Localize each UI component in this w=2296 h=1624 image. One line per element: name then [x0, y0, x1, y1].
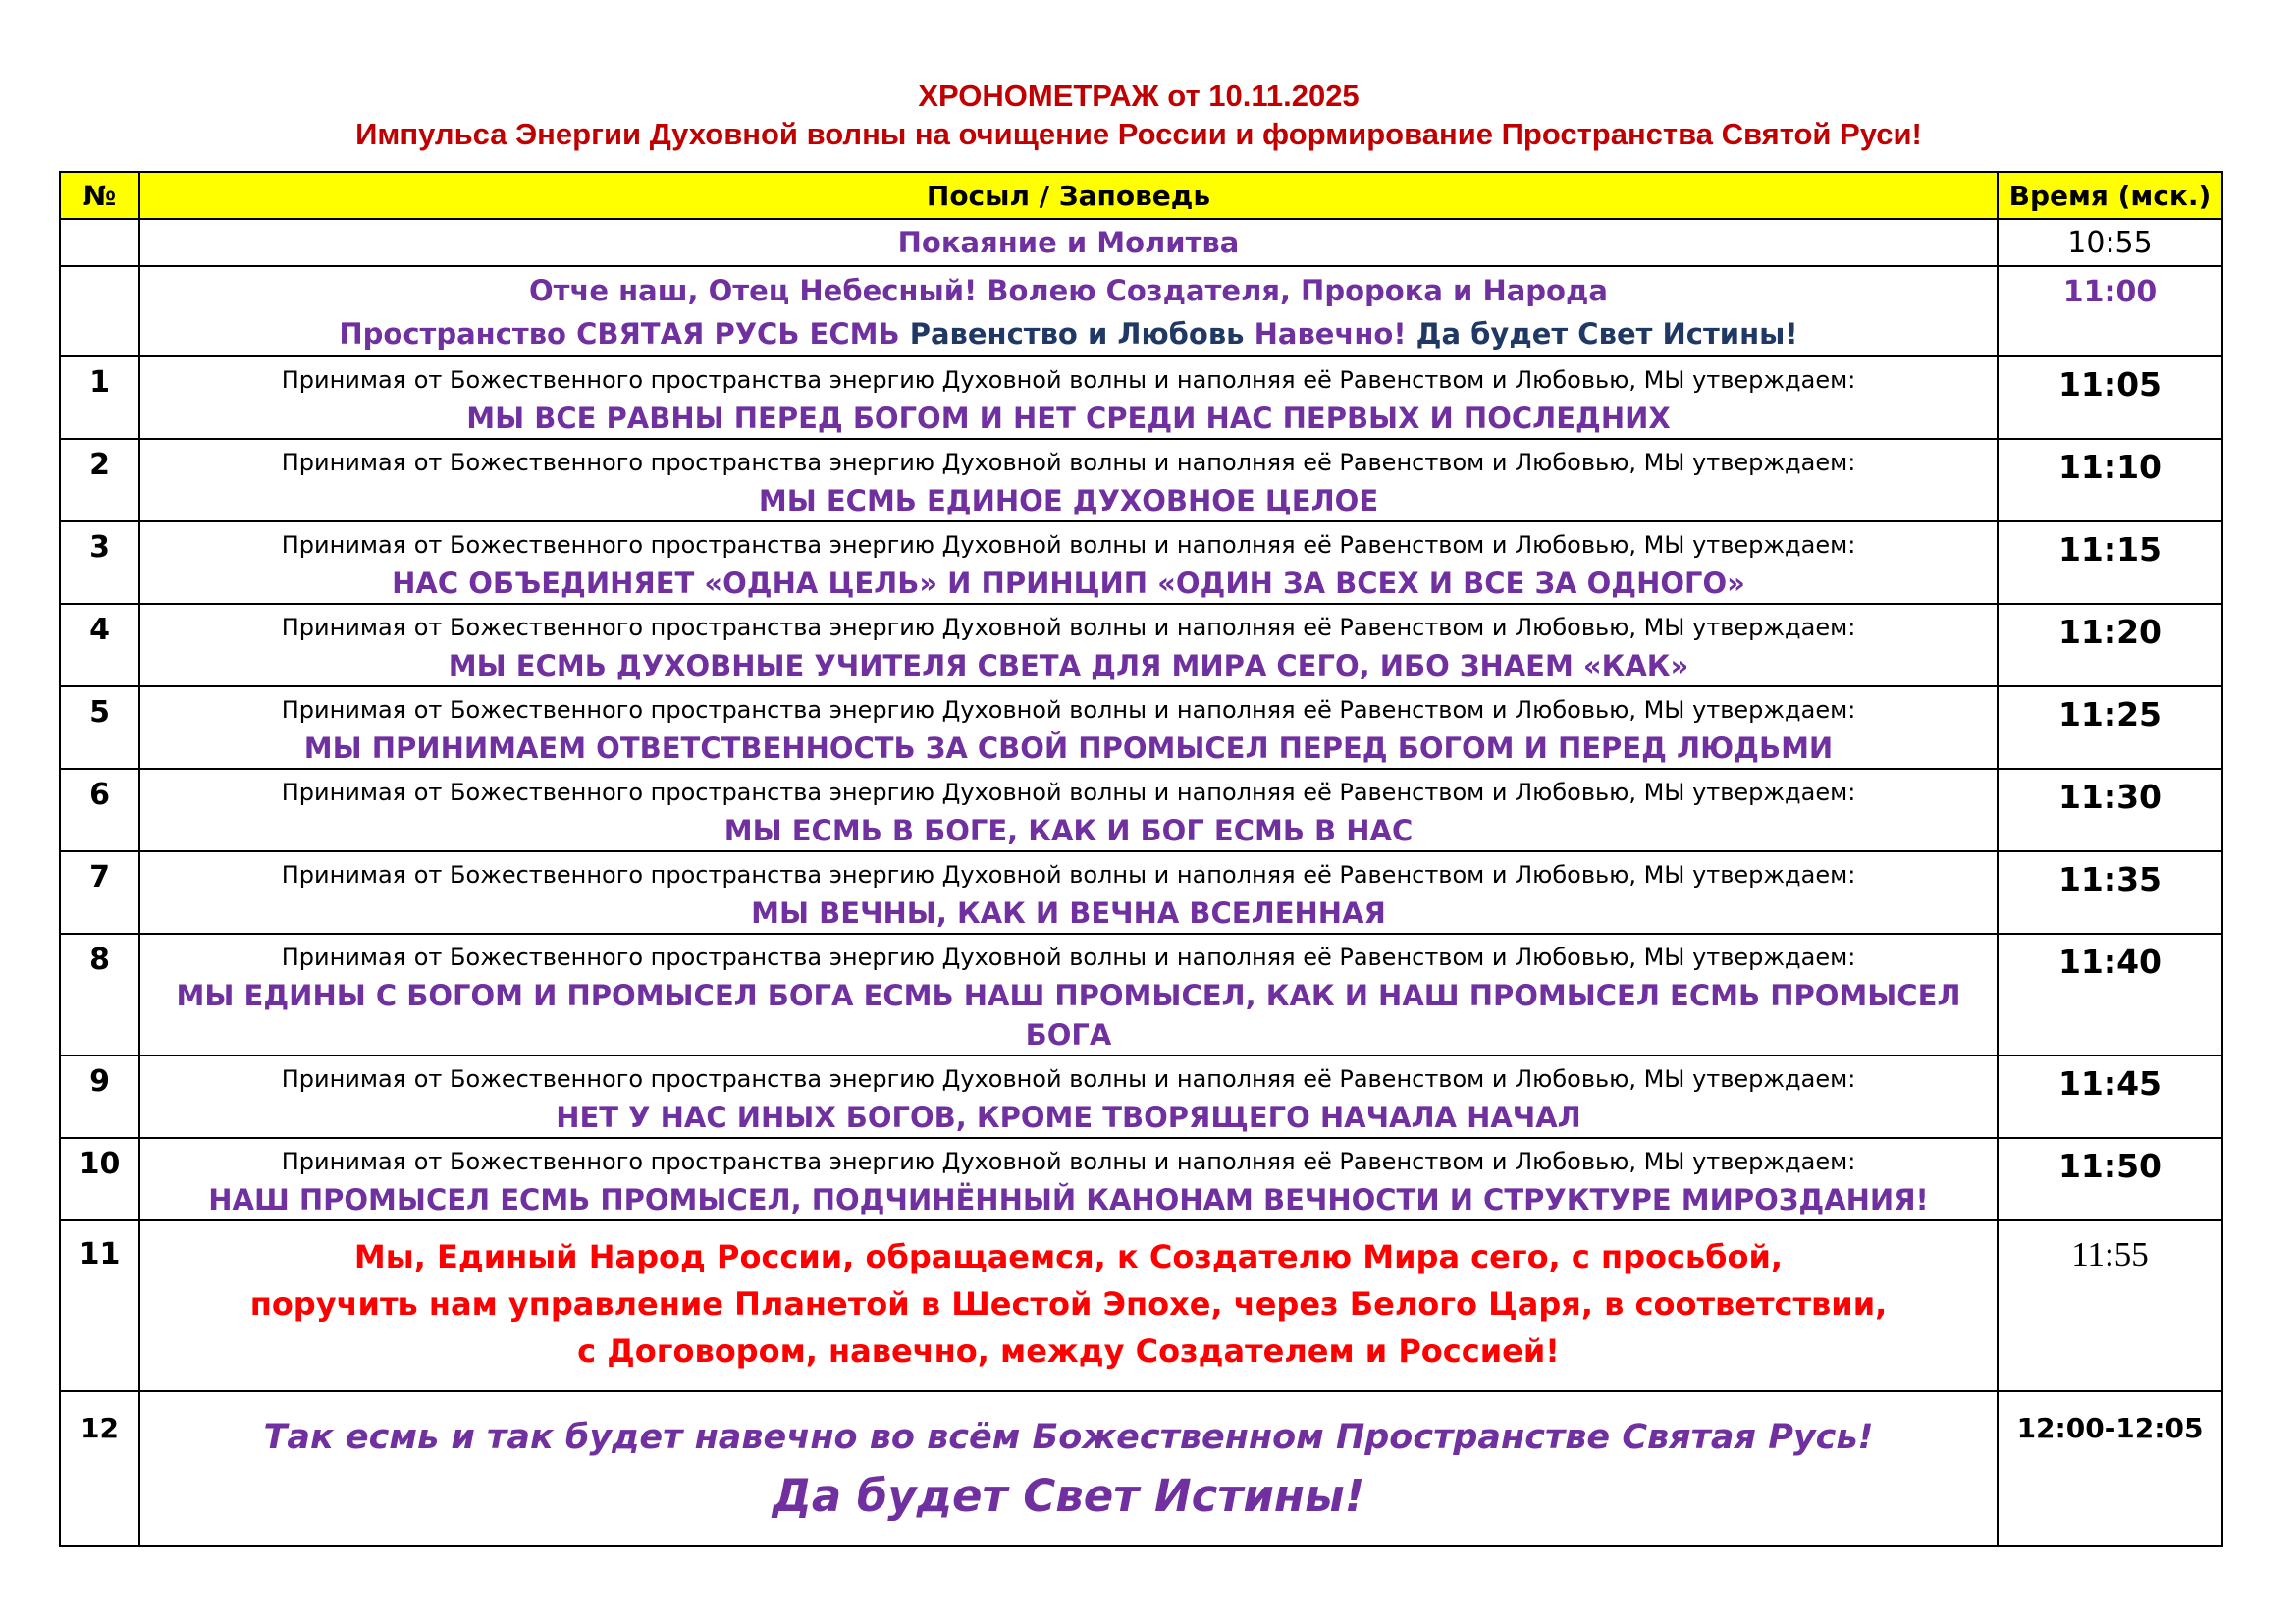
final-line2: Да будет Свет Истины! — [772, 1470, 1365, 1522]
affirmation-cell — [139, 686, 1998, 769]
intro-line: Принимая от Божественного пространства энергию Духовной волны и наполняя её Равенством и Любовью, МЫ утверждаем: — [281, 696, 1856, 724]
table-row — [60, 934, 2222, 1056]
number-cell: 12 — [60, 1391, 139, 1546]
number-cell — [60, 266, 139, 356]
request-line2: поручить нам управление Планетой в Шестой Эпохе, через Белого Царя, в соответствии, — [249, 1285, 1888, 1323]
number-cell: 10 — [60, 1138, 139, 1220]
table-row-12 — [60, 1391, 2222, 1546]
page-title: ХРОНОМЕТРАЖ от 10.11.2025 — [918, 79, 1360, 113]
father-line2-part-b: Равенство и Любовь — [909, 317, 1245, 351]
number-cell: 2 — [60, 439, 139, 521]
affirmation-cell — [139, 1138, 1998, 1220]
affirmation-text: МЫ ЕСМЬ ДУХОВНЫЕ УЧИТЕЛЯ СВЕТА ДЛЯ МИРА СЕГО, ИБО ЗНАЕМ «КАК» — [448, 649, 1689, 682]
number-cell: 9 — [60, 1056, 139, 1138]
affirmation-text: МЫ ПРИНИМАЕМ ОТВЕТСТВЕННОСТЬ ЗА СВОЙ ПРОМЫСЕЛ ПЕРЕД БОГОМ И ПЕРЕД ЛЮДЬМИ — [303, 731, 1834, 765]
affirmation-text: МЫ ВСЕ РАВНЫ ПЕРЕД БОГОМ И НЕТ СРЕДИ НАС ПЕРВЫХ И ПОСЛЕДНИХ — [466, 402, 1671, 435]
affirmation-cell — [139, 769, 1998, 851]
time-cell: 11:50 — [1998, 1138, 2222, 1220]
table-row — [60, 521, 2222, 604]
time-cell: 12:00-12:05 — [1998, 1391, 2222, 1546]
affirmation-cell — [139, 934, 1998, 1056]
affirmation-cell — [139, 356, 1998, 439]
final-cell — [139, 1391, 1998, 1546]
final-line1: Так есмь и так будет навечно во всём Божественном Пространстве Святая Русь! — [263, 1418, 1874, 1457]
time-cell: 11:15 — [1998, 521, 2222, 604]
father-prayer-line1: Отче наш, Отец Небесный! Волею Создателя, Пророка и Народа — [529, 274, 1608, 307]
time-cell: 11:05 — [1998, 356, 2222, 439]
time-cell: 10:55 — [1998, 219, 2222, 266]
table-row-11 — [60, 1220, 2222, 1391]
affirmation-text: МЫ ЕДИНЫ С БОГОМ И ПРОМЫСЕЛ БОГА ЕСМЬ НАШ ПРОМЫСЕЛ, КАК И НАШ ПРОМЫСЕЛ ЕСМЬ ПРОМЫСЕЛ БОГА — [176, 979, 1961, 1052]
intro-line: Принимая от Божественного пространства энергию Духовной волны и наполняя её Равенством и Любовью, МЫ утверждаем: — [281, 449, 1856, 476]
affirmation-text: НАС ОБЪЕДИНЯЕТ «ОДНА ЦЕЛЬ» И ПРИНЦИП «ОДИН ЗА ВСЕХ И ВСЕ ЗА ОДНОГО» — [392, 567, 1745, 600]
column-header-time: Время (мск.) — [1998, 172, 2222, 219]
intro-line: Принимая от Божественного пространства энергию Духовной волны и наполняя её Равенством и Любовью, МЫ утверждаем: — [281, 614, 1856, 641]
schedule-table — [59, 171, 2223, 1547]
table-row — [60, 1056, 2222, 1138]
table-row — [60, 439, 2222, 521]
number-cell: 4 — [60, 604, 139, 686]
time-cell: 11:20 — [1998, 604, 2222, 686]
father-line2-part-c: Навечно! — [1244, 317, 1416, 351]
time-cell: 11:30 — [1998, 769, 2222, 851]
intro-line: Принимая от Божественного пространства энергию Духовной волны и наполняя её Равенством и Любовью, МЫ утверждаем: — [281, 861, 1856, 889]
affirmation-cell — [139, 439, 1998, 521]
table-row — [60, 686, 2222, 769]
affirmation-cell — [139, 521, 1998, 604]
number-cell: 6 — [60, 769, 139, 851]
number-cell: 5 — [60, 686, 139, 769]
time-cell: 11:45 — [1998, 1056, 2222, 1138]
intro-line: Принимая от Божественного пространства энергию Духовной волны и наполняя её Равенством и Любовью, МЫ утверждаем: — [281, 944, 1856, 971]
number-cell — [60, 219, 139, 266]
page-subtitle: Импульса Энергии Духовной волны на очищение России и формирование Пространства Святой Руси! — [355, 117, 1922, 151]
intro-line: Принимая от Божественного пространства энергию Духовной волны и наполняя её Равенством и Любовью, МЫ утверждаем: — [281, 1148, 1856, 1175]
affirmation-text: НАШ ПРОМЫСЕЛ ЕСМЬ ПРОМЫСЕЛ, ПОДЧИНЁННЫЙ КАНОНАМ ВЕЧНОСТИ И СТРУКТУРЕ МИРОЗДАНИЯ! — [208, 1183, 1929, 1217]
time-cell: 11:00 — [1998, 266, 2222, 356]
request-line1: Мы, Единый Народ России, обращаемся, к Создателю Мира сего, с просьбой, — [353, 1238, 1784, 1275]
table-row-prayer — [60, 219, 2222, 266]
intro-line: Принимая от Божественного пространства энергию Духовной волны и наполняя её Равенством и Любовью, МЫ утверждаем: — [281, 779, 1856, 806]
time-cell: 11:35 — [1998, 851, 2222, 934]
intro-line: Принимая от Божественного пространства энергию Духовной волны и наполняя её Равенством и Любовью, МЫ утверждаем: — [281, 531, 1856, 559]
affirmation-text: МЫ ВЕЧНЫ, КАК И ВЕЧНА ВСЕЛЕННАЯ — [751, 896, 1386, 930]
affirmation-text: НЕТ У НАС ИНЫХ БОГОВ, КРОМЕ ТВОРЯЩЕГО НАЧАЛА НАЧАЛ — [556, 1101, 1581, 1134]
intro-line: Принимая от Божественного пространства энергию Духовной волны и наполняя её Равенством и Любовью, МЫ утверждаем: — [281, 366, 1856, 394]
time-cell: 11:40 — [1998, 934, 2222, 1056]
table-row-father — [60, 266, 2222, 356]
table-row — [60, 604, 2222, 686]
affirmation-text: МЫ ЕСМЬ В БОГЕ, КАК И БОГ ЕСМЬ В НАС — [723, 814, 1414, 847]
affirmation-cell — [139, 851, 1998, 934]
time-cell: 11:10 — [1998, 439, 2222, 521]
father-prayer-line2 — [140, 312, 1997, 355]
number-cell: 1 — [60, 356, 139, 439]
number-cell: 3 — [60, 521, 139, 604]
affirmation-cell — [139, 604, 1998, 686]
affirmation-text: МЫ ЕСМЬ ЕДИНОЕ ДУХОВНОЕ ЦЕЛОЕ — [758, 484, 1379, 517]
table-row — [60, 356, 2222, 439]
intro-line: Принимая от Божественного пространства энергию Духовной волны и наполняя её Равенством и Любовью, МЫ утверждаем: — [281, 1065, 1856, 1093]
time-cell: 11:25 — [1998, 686, 2222, 769]
table-row — [60, 769, 2222, 851]
column-header-number: № — [60, 172, 139, 219]
father-line2-part-d: Да будет Свет Истины! — [1415, 317, 1798, 351]
prayer-text: Покаяние и Молитва — [139, 219, 1998, 266]
table-row — [60, 1138, 2222, 1220]
time-cell: 11:55 — [1998, 1220, 2222, 1391]
number-cell: 8 — [60, 934, 139, 1056]
request-cell — [139, 1220, 1998, 1391]
number-cell: 11 — [60, 1220, 139, 1391]
table-header-row — [60, 172, 2222, 219]
table-row — [60, 851, 2222, 934]
column-header-message: Посыл / Заповедь — [139, 172, 1998, 219]
affirmation-cell — [139, 1056, 1998, 1138]
father-line2-part-a: Пространство СВЯТАЯ РУСЬ ЕСМЬ — [339, 317, 910, 351]
father-prayer-cell — [139, 266, 1998, 356]
request-line3: с Договором, навечно, между Создателем и Россией! — [577, 1332, 1560, 1370]
number-cell: 7 — [60, 851, 139, 934]
